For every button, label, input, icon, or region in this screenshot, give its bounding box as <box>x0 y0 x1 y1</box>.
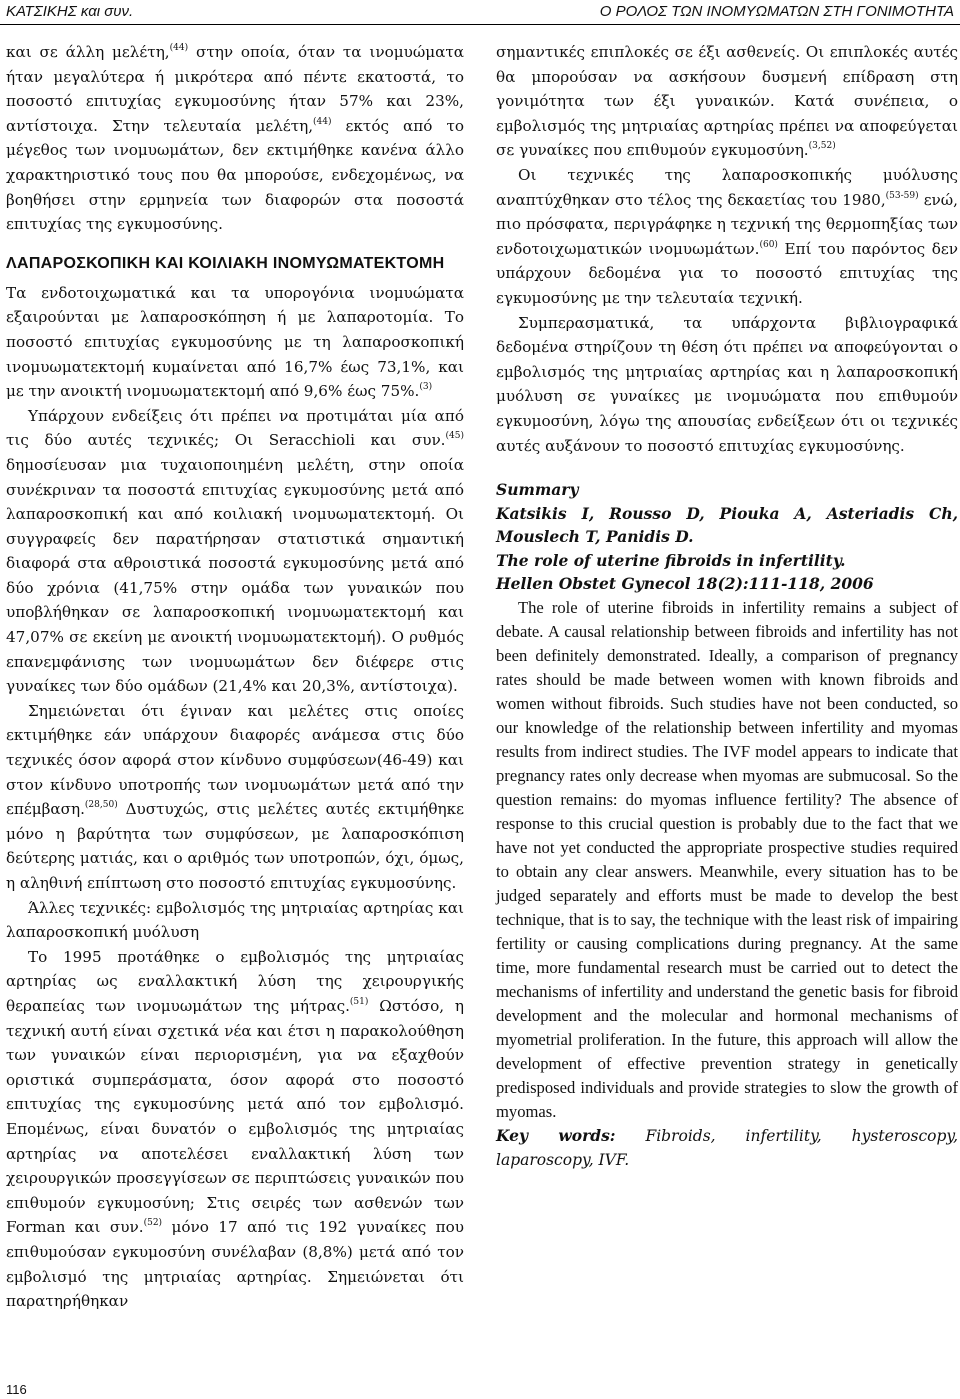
keywords-label: Key words: <box>496 1125 616 1145</box>
section-heading: ΛΑΠΑΡΟΣΚΟΠΙΚΗ ΚΑΙ ΚΟΙΛΙΑΚΗ ΙΝΟΜΥΩΜΑΤΕΚΤΟΜΗ <box>6 254 445 272</box>
header-authors: ΚΑΤΣΙΚΗΣ και συν. <box>6 3 134 20</box>
left-column <box>6 40 464 1314</box>
summary-article-title: The role of uterine fibroids in infertility. <box>496 550 846 570</box>
right-column <box>496 40 958 1172</box>
subsection-heading: Άλλες τεχνικές: εμβολισμός της μητριαίας αρτηρίας και λαπαροσκοπική μυόλυση <box>6 898 464 942</box>
paragraph: Σημειώνεται ότι έγιναν και μελέτες στις οποίες εκτιμήθηκε εάν υπάρχουν διαφορές ανάμεσα στις δύο τεχνικές όσον αφορά στον κίνδυνο συμφύσεων(46-49) και στον κίνδυνο υποτροπής των ινομυωμάτων μετά από την επέμβαση.$^{(28,50)}$ Δυστυχώς, στις μελέτες αυτές εκτιμήθηκε μόνο η βαρύτητα των συμφύσεων, με λαπαροσκόπιση δεύτερης ματιάς, και ο αριθμός των υποτροπών, όχι, όμως, η αληθινή επίπτωση στο ποσοστό επιτυχίας εγκυμοσύνης. <box>6 701 464 892</box>
citation: (3,52) <box>808 141 836 152</box>
summary-title: Summary <box>496 480 579 500</box>
citation: (44) <box>313 116 332 127</box>
header-rule <box>0 24 960 25</box>
citation: (3) <box>419 382 433 393</box>
citation: (60) <box>759 239 778 250</box>
citation: (52) <box>143 1218 163 1229</box>
paragraph: Οι τεχνικές της λαπαροσκοπικής μυόλυσης αναπτύχθηκαν στο τέλος της δεκαετίας του 1980,$^{(53-59)}$ ενώ, πιο πρόσφατα, περιγράφηκε η τεχνική της θερμοπηξίας των ενδοτοιχωματικών ινομυωμάτων.$^{(60)}$ Επί του παρόντος δεν υπάρχουν δεδομένα για το ποσοστό επιτυχίας της εγκυμοσύνης με την τελευταία τεχνική. <box>496 165 959 307</box>
header-title: Ο ΡΟΛΟΣ ΤΩΝ ΙΝΟΜΥΩΜΑΤΩΝ ΣΤΗ ΓΟΝΙΜΟΤΗΤΑ <box>599 3 954 20</box>
running-header <box>0 0 960 26</box>
citation: (53-59) <box>885 190 919 201</box>
summary-block <box>496 478 958 596</box>
keywords-list: Fibroids, infertility, hysteroscopy, laparoscopy, IVF. <box>496 1126 959 1169</box>
citation: (51) <box>349 996 369 1007</box>
citation: (45) <box>445 431 464 442</box>
summary-journal: Hellen Obstet Gynecol 18(2):111-118, 2006 <box>496 574 874 594</box>
summary-body: The role of uterine fibroids in infertility remains a subject of debate. A causal relationship between fibroids and infertility has not been definitely demonstrated. Ideally, a comparison of pregnancy rates should be made between women with known fibroids and women without fibroids. Such studies have not been conducted, so our knowledge of the relationship between infertility and myomas results from indirect studies. The IVF model appears to indicate that pregnancy rates only decrease when myomas are submucosal. So the question remains: do myomas influence fertility? The absence of response to this crucial question is probably due to the fact that we have not yet conducted the appropriate prospective studies required to obtain any clear answers. Meanwhile, every situation has to be judged separately and efforts must be made to develop the best technique, that is to say, the technique with the least risk of impairing fertility or causing complications during pregnancy. At the same time, more fundamental research must be carried out to detect the mechanisms of infertility and understand the genetic basis for fibroid development and the molecular and hormonal mechanisms of myometrial proliferation. In the future, this approach will allow the development of effective prevention strategy in genetically predisposed individuals and provide strategies to slow the growth of myomas. <box>496 597 958 1121</box>
paragraph: Το 1995 προτάθηκε ο εμβολισμός της μητριαίας αρτηρίας ως εναλλακτική λύση της χειρουργικής θεραπείας των ινομυωμάτων της μήτρας.$^{(51)}$ Ωστόσο, η τεχνική αυτή είναι σχετικά νέα και έτσι η παρακολούθηση των γυναικών είναι περιορισμένη, για να εξαχθούν οριστικά συμπεράσματα, όσον αφορά στο ποσοστό επιτυχίας της εγκυμοσύνης μετά από τον εμβολισμό. Επομένως, είναι δυνατόν ο εμβολισμός της μητριαίας αρτηρίας να αποτελέσει εναλλακτική λύση των χειρουργικών προσεγγίσεων σε περιπτώσεις γυναικών που επιθυμούν εγκυμοσύνη; Στις σειρές των ασθενών των Forman και συν.$^{(52)}$ μόνο 17 από τις 192 γυναίκες που επιθυμούσαν εγκυμοσύνη συνέλαβαν (8,8%) μετά από τον εμβολισμό της μητριαίας αρτηρίας. Σημειώνεται ότι παρατηρήθηκαν <box>6 947 464 1311</box>
paragraph: και σε άλλη μελέτη,$^{(44)}$ στην οποία, όταν τα ινομυώματα ήταν μεγαλύτερα ή μικρότερα από πέντε εκατοστά, το ποσοστό επιτυχίας εγκυμοσύνης ήταν 57% και 23%, αντίστοιχα. Στην τελευταία μελέτη,$^{(44)}$ εκτός από το μέγεθος των ινομυωμάτων, δεν εκτιμήθηκε κανένα άλλο χαρακτηριστικό τους που θα μπορούσε, ενδεχομένως, να βοηθήσει στην ερμηνεία των διαφορών στα ποσοστά επιτυχίας της εγκυμοσύνης. <box>6 43 465 234</box>
citation: (44) <box>169 43 189 53</box>
paragraph: Συμπερασματικά, τα υπάρχοντα βιβλιογραφικά δεδομένα στηρίζουν τη θέση ότι πρέπει να αποφεύγονται ο εμβολισμός της μητριαίας αρτηρίας και η λαπαροσκοπική μυόλυση σε γυναίκες με ινομυώματα που επιθυμούν εγκυμοσύνη, λόγω της απουσίας ενδείξεων ότι οι τεχνικές αυτές αυξάνουν το ποσοστό επιτυχίας εγκυμοσύνης. <box>496 313 958 455</box>
page-number: 116 <box>6 1382 27 1397</box>
keywords <box>496 1124 958 1172</box>
paragraph: σημαντικές επιπλοκές σε έξι ασθενείς. Οι επιπλοκές αυτές θα μπορούσαν να ασκήσουν δυσμενή επίδραση στη γονιμότητα των έξι γυναικών. Κατά συνέπεια, ο εμβολισμός της μητριαίας αρτηρίας πρέπει να αποφεύγεται σε γυναίκες που επιθυμούν εγκυμοσύνη.$^{(3,52)}$ <box>496 43 958 160</box>
summary-authors: Katsikis I, Rousso D, Piouka A, Asteriadis Ch, Mouslech T, Panidis D. <box>496 503 958 547</box>
citation: (28,50) <box>84 800 118 811</box>
paragraph: Τα ενδοτοιχωματικά και τα υπορογόνια ινομυώματα εξαιρούνται με λαπαροσκόπηση ή με λαπαροτομία. Το ποσοστό επιτυχίας εγκυμοσύνης με τη λαπαροσκοπική ινομυωματεκτομή κυμαίνεται από 16,7% έως 73,1%, και με την ανοικτή ινομυωματεκτομή από 9,6% έως 75%.$^{(3)}$ <box>6 283 464 401</box>
paragraph: Υπάρχουν ενδείξεις ότι πρέπει να προτιμάται μία από τις δύο αυτές τεχνικές; Οι Seracchioli και συν.$^{(45)}$ δημοσίευσαν μια τυχαιοποιημένη μελέτη, στην οποία συνέκριναν τα ποσοστά επιτυχίας εγκυμοσύνης μετά από λαπαροσκοπική και από κοιλιακή ινομυωματεκτομή. Οι συγγραφείς δεν παρατήρησαν στατιστικά σημαντική διαφορά στα αθροιστικά ποσοστά εγκυμοσύνης μετά από δύο χρόνια (41,75% στην ομάδα των γυναικών που υποβλήθηκαν σε λαπαροσκοπική ινομυωματεκτομή και 47,07% σε εκείνη με ανοικτή ινομυωματεκτομή). Ο ρυθμός επανεμφάνισης των ινομυωμάτων δεν διέφερε στις γυναίκες των δύο ομάδων (21,4% και 20,3%, αντίστοιχα). <box>6 406 464 696</box>
